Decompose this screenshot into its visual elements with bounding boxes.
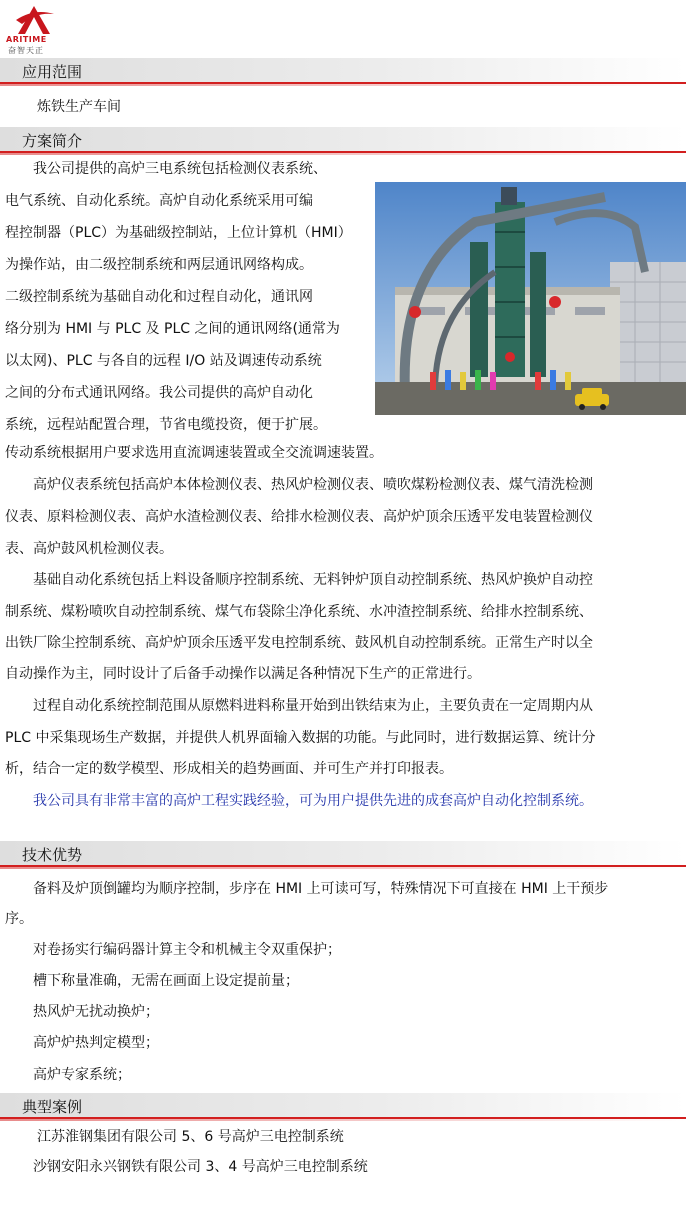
overview-line: 之间的分布式通讯网络。我公司提供的高炉自动化 <box>5 385 313 401</box>
advantages-line: 高炉专家系统； <box>33 1067 131 1083</box>
overview-line: 析，结合一定的数学模型、形成相关的趋势画面、并可生产并打印报表。 <box>5 761 453 777</box>
advantages-line: 槽下称量准确，无需在画面上设定提前量； <box>33 973 299 989</box>
section-title: 应用范围 <box>22 63 83 81</box>
logo-brand-text: ARITIME <box>6 35 47 44</box>
case-item: 沙钢安阳永兴钢铁有限公司 3、4 号高炉三电控制系统 <box>33 1159 368 1175</box>
overview-line: 传动系统根据用户要求选用直流调速装置或全交流调速装置。 <box>5 445 383 461</box>
overview-line: 二级控制系统为基础自动化和过程自动化，通讯网 <box>5 289 313 305</box>
section-title: 方案简介 <box>22 132 83 150</box>
logo-chinese-name: 奋智天正 <box>8 46 44 55</box>
advantages-line: 对卷扬实行编码器计算主令和机械主令双重保护； <box>33 942 341 958</box>
overview-line: 表、高炉鼓风机检测仪表。 <box>5 541 173 557</box>
overview-line: 电气系统、自动化系统。高炉自动化系统采用可编 <box>5 193 313 209</box>
section-header-application <box>0 58 686 84</box>
company-logo <box>4 2 68 55</box>
overview-line: 我公司提供的高炉三电系统包括检测仪表系统、 <box>33 161 327 177</box>
overview-line: 为操作站，由二级控制系统和两层通讯网络构成。 <box>5 257 313 273</box>
application-text: 炼铁生产车间 <box>37 99 121 115</box>
blast-furnace-photo-illustration <box>375 182 686 415</box>
advantages-line: 高炉炉热判定模型； <box>33 1035 159 1051</box>
overview-highlight-line: 我公司具有非常丰富的高炉工程实践经验，可为用户提供先进的成套高炉自动化控制系统。 <box>33 793 593 809</box>
section-header-advantages <box>0 841 686 867</box>
overview-line: 程控制器（PLC）为基础级控制站，上位计算机（HMI） <box>5 225 352 241</box>
overview-line: 以太网)、PLC 与各自的远程 I/O 站及调速传动系统 <box>5 353 322 369</box>
overview-line: 络分别为 HMI 与 PLC 及 PLC 之间的通讯网络(通常为 <box>5 321 340 337</box>
advantages-line: 序。 <box>5 911 33 927</box>
overview-line: 过程自动化系统控制范围从原燃料进料称量开始到出铁结束为止，主要负责在一定周期内从 <box>33 698 593 714</box>
advantages-line: 备料及炉顶倒罐均为顺序控制，步序在 HMI 上可读可写，特殊情况下可直接在 HMI 上干预步 <box>33 881 609 897</box>
section-title: 典型案例 <box>22 1098 83 1116</box>
section-header-cases <box>0 1093 686 1119</box>
logo-a-mark-icon <box>12 2 56 36</box>
section-title: 技术优势 <box>22 846 83 864</box>
advantages-line: 热风炉无扰动换炉； <box>33 1004 159 1020</box>
overview-line: 系统，远程站配置合理，节省电缆投资，便于扩展。 <box>5 417 327 433</box>
overview-line: 基础自动化系统包括上料设备顺序控制系统、无料钟炉顶自动控制系统、热风炉换炉自动控 <box>33 572 593 588</box>
section-header-overview <box>0 127 686 153</box>
overview-line: 仪表、原料检测仪表、高炉水渣检测仪表、给排水检测仪表、高炉炉顶余压透平发电装置检测仪 <box>5 509 593 525</box>
overview-line: PLC 中采集现场生产数据，并提供人机界面输入数据的功能。与此同时，进行数据运算、统计分 <box>5 730 596 746</box>
overview-line: 高炉仪表系统包括高炉本体检测仪表、热风炉检测仪表、喷吹煤粉检测仪表、煤气清洗检测 <box>33 477 593 493</box>
overview-line: 自动操作为主，同时设计了后备手动操作以满足各种情况下生产的正常进行。 <box>5 666 481 682</box>
blast-furnace-photo <box>375 182 686 415</box>
overview-line: 制系统、煤粉喷吹自动控制系统、煤气布袋除尘净化系统、水冲渣控制系统、给排水控制系统、 <box>5 604 593 620</box>
case-item: 江苏淮钢集团有限公司 5、6 号高炉三电控制系统 <box>37 1129 344 1145</box>
overview-line: 出铁厂除尘控制系统、高炉炉顶余压透平发电控制系统、鼓风机自动控制系统。正常生产时以全 <box>5 635 593 651</box>
